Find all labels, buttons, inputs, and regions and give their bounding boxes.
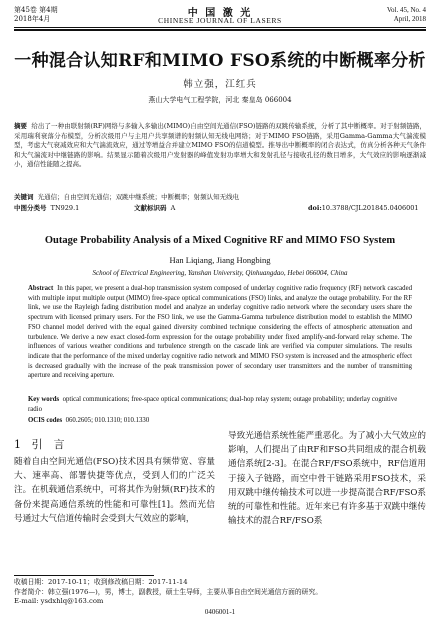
date-cn: 2018年4月	[14, 15, 51, 23]
clc-value: TN929.1	[50, 204, 80, 212]
ocis-codes	[28, 416, 412, 426]
doi-label: doi:	[308, 204, 322, 212]
date-en: April, 2018	[393, 15, 426, 23]
section-title: 引 言	[31, 438, 65, 451]
article-title-cn: 一种混合认知RF和MIMO FSO系统的中断概率分析	[14, 51, 426, 71]
affiliation-cn: 燕山大学电气工程学院，河北 秦皇岛 066004	[148, 96, 292, 104]
journal-title-en: CHINESE JOURNAL OF LASERS	[158, 16, 282, 25]
abstract-cn-label: 摘要	[14, 122, 28, 130]
journal-title-cn: 中 国 激 光	[187, 8, 253, 19]
authors-cn: 韩立强，江红兵	[183, 79, 257, 90]
abstract-en-label: Abstract	[28, 285, 54, 292]
footnote-author: 作者简介：韩立强(1976—)，男，博士，副教授，硕士生导师，主要从事自由空间光通信方面的研究。	[14, 587, 323, 596]
body-column-right: 导致光通信系统性能严重恶化。为了减小大气效应的影响，人们提出了由RF和FSO共同组成的混合机载通信系统[2-3]。在混合RF/FSO系统中，RF信道用于接入子链路，而空中骨干链路采用FSO技术，采用双跳中继传输技术可以进一步提高混合RF/FSO系统的可靠性和性能。近年来已有许多基于双跳中继传输技术的混合RF/FSO系	[228, 431, 426, 527]
abstract-cn	[14, 122, 426, 170]
abstract-en-text: In this paper, we present a dual-hop transmission system composed of underlay cognitive radio frequency (RF) network cascaded with multiple input multiple output (MIMO) free-space optical communications (FSO) links, and analyze the outage probability. For the RF link, we use the Rayleigh fading distribution model and analyze an underlay cognitive radio network where the secondary users share the spectrum with licensed primary users. For the FSO link, we use the Gamma-Gamma turbulence distribution model to establish the MIMO FSO channel model derived with the equal gained diversity combined technique considering the effects of atmospheric attenuation and turbulence. We derive a new exact closed-form expression for the outage probability under fixed amplify-and-forward relay scheme. The influences of various weather conditions and turbulence strength on the cascade link are verified via computer simulations. The results indicate that the performance of the mixed underlay cognitive radio network and MIMO FSO system is increased and the atmospheric effect is decreased gradually with the increase of the peak transmission power of secondary user transmitters and the number of transmitting aperture and receiving aperture.	[28, 285, 412, 380]
keywords-en-label: Key words	[28, 396, 60, 403]
abstract-en	[28, 284, 412, 381]
keywords-cn-text: 光通信；自由空间光通信；双跳中继系统；中断概率；射频认知无线电	[37, 193, 240, 201]
clc-label: 中图分类号	[14, 204, 47, 212]
keywords-cn	[14, 193, 426, 203]
section-number: 1	[14, 438, 21, 451]
keywords-cn-label: 关键词	[14, 193, 34, 201]
doc-code-label: 文献标识码	[134, 204, 167, 212]
keywords-en-text: optical communications; free-space optical communications; dual-hop relay system; outage probability; underlay cognitive radio	[28, 396, 398, 413]
affiliation-en: School of Electrical Engineering, Yanshan University, Qinhuangdao, Hebei 066004, China	[92, 269, 348, 277]
doi-value[interactable]: 10.3788/CJL201845.0406001	[321, 204, 419, 212]
ocis-label: OCIS codes	[28, 417, 63, 424]
abstract-cn-text: 给出了一种由联射频(RF)网络与多输入多输出(MIMO)自由空间光通信(FSO)链路的双跳传输系统，分析了其中断概率。对于射频链路，采用瑞利衰落分布模型，分析次级用户与主用户共享频谱的射频认知无线电网络；对于MIMO FSO链路，采用Gamma-Gamma大气湍流模型，考虑大气衰减效应和大气湍流效应，通过等增益合并建立MIMO FSO的信道模型。推导出中断概率的闭合表达式，仿真分析各种天气条件和大气湍流对中继链路的影响。结果显示随着次级用户发射器的峰值发射功率增大和发射孔径与接收孔径的数目增多，大气效应的影响逐渐减小，通信性能随之提高。	[14, 122, 427, 169]
footnote-email[interactable]: E-mail: ysdxhlq@163.com	[14, 597, 104, 605]
body-column-left: 随着自由空间光通信(FSO)技术因具有频带宽、容量大、速率高、部署快捷等优点，受到人们的广泛关注。在机载通信系统中，可将其作为射频(RF)技术的备份来提高通信系统的性能和可靠性[1]。然而光信号通过大气信道传输时会受到大气效应的影响，	[14, 457, 215, 524]
header-rule-thin	[14, 27, 426, 28]
page-number: 0406001-1	[204, 608, 236, 616]
header-rule-thick	[14, 29, 426, 31]
volume-en: Vol. 45, No. 4	[386, 6, 426, 14]
authors-en: Han Liqiang, Jiang Hongbing	[169, 255, 271, 265]
doc-code-value: A	[170, 204, 176, 212]
footnote	[14, 578, 426, 607]
footnote-received: 收稿日期：2017-10-11；收到修改稿日期：2017-11-14	[14, 578, 188, 586]
keywords-en	[28, 395, 412, 414]
classification-cn	[14, 204, 426, 214]
volume-cn: 第45卷 第4期	[14, 6, 58, 14]
footnote-rule	[14, 575, 154, 576]
ocis-value: 060.2605; 010.1310; 010.1330	[65, 417, 150, 424]
section-heading	[14, 436, 65, 452]
article-title-en: Outage Probability Analysis of a Mixed Cognitive RF and MIMO FSO System	[44, 235, 396, 246]
